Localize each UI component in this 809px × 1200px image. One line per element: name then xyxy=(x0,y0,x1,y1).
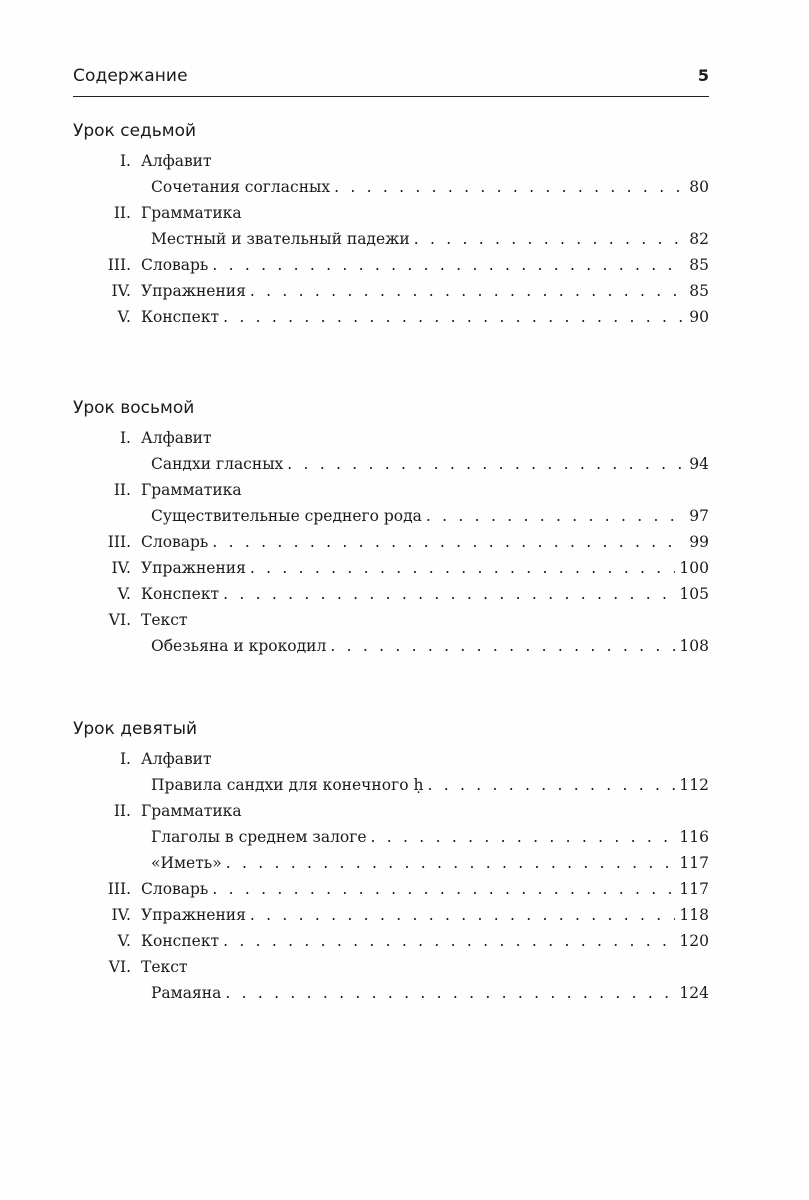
entry-label: Грамматика xyxy=(141,204,242,222)
entry-label: Упражнения xyxy=(141,906,246,924)
lesson-section-9 xyxy=(73,716,709,1006)
entry-label: «Иметь» xyxy=(151,854,222,872)
dot-leader xyxy=(427,772,675,798)
toc-entry xyxy=(73,200,709,226)
entry-page-number: 116 xyxy=(679,828,709,846)
entry-page-number: 90 xyxy=(689,308,709,326)
toc-entry[interactable] xyxy=(73,928,709,954)
header-rule xyxy=(73,96,709,97)
dot-leader xyxy=(371,824,676,850)
entry-label: Словарь xyxy=(141,880,209,898)
toc-entry xyxy=(73,477,709,503)
dot-leader xyxy=(223,581,675,607)
entry-page-number: 120 xyxy=(679,932,709,950)
entry-number: VI. xyxy=(108,611,131,629)
dot-leader xyxy=(225,980,675,1006)
page-number: 5 xyxy=(697,66,709,85)
toc-entry[interactable] xyxy=(73,451,709,477)
entry-page-number: 117 xyxy=(679,854,709,872)
entry-label: Алфавит xyxy=(141,750,212,768)
entry-page-number: 112 xyxy=(679,776,709,794)
entry-page-number: 108 xyxy=(679,637,709,655)
toc-entry[interactable] xyxy=(73,633,709,659)
entry-label: Словарь xyxy=(141,533,209,551)
toc-entry[interactable] xyxy=(73,980,709,1006)
dot-leader xyxy=(287,451,685,477)
dot-leader xyxy=(250,278,685,304)
entry-label: Алфавит xyxy=(141,152,212,170)
toc-entry xyxy=(73,607,709,633)
running-head xyxy=(73,66,709,86)
entry-number: IV. xyxy=(111,559,131,577)
entry-label: Конспект xyxy=(141,308,220,326)
dot-leader xyxy=(426,503,685,529)
entry-label: Грамматика xyxy=(141,802,242,820)
entry-page-number: 82 xyxy=(689,230,709,248)
lesson-title: Урок седьмой xyxy=(73,121,197,141)
toc-entry[interactable] xyxy=(73,529,709,555)
entry-page-number: 118 xyxy=(679,906,709,924)
dot-leader xyxy=(223,304,685,330)
toc-entry[interactable] xyxy=(73,772,709,798)
toc-entry xyxy=(73,148,709,174)
entry-label: Сандхи гласных xyxy=(151,455,284,473)
entry-page-number: 85 xyxy=(689,256,709,274)
entry-number: III. xyxy=(107,256,131,274)
entry-label: Текст xyxy=(141,958,188,976)
entry-number: I. xyxy=(119,429,131,447)
entry-label: Конспект xyxy=(141,585,220,603)
entry-page-number: 105 xyxy=(679,585,709,603)
toc-entry[interactable] xyxy=(73,850,709,876)
toc-entry[interactable] xyxy=(73,555,709,581)
toc-entry[interactable] xyxy=(73,824,709,850)
toc-entry xyxy=(73,954,709,980)
entry-page-number: 94 xyxy=(689,455,709,473)
lesson-section-7 xyxy=(73,118,709,330)
entry-page-number: 99 xyxy=(689,533,709,551)
toc-entry[interactable] xyxy=(73,174,709,200)
dot-leader xyxy=(334,174,685,200)
entry-number: V. xyxy=(117,932,131,950)
entry-label: Словарь xyxy=(141,256,209,274)
entry-number: IV. xyxy=(111,906,131,924)
dot-leader xyxy=(226,850,676,876)
toc-entry xyxy=(73,425,709,451)
entry-label: Упражнения xyxy=(141,282,246,300)
entry-label: Конспект xyxy=(141,932,220,950)
running-head-title: Содержание xyxy=(73,66,188,86)
dot-leader xyxy=(212,252,685,278)
entry-label: Существительные среднего рода xyxy=(151,507,422,525)
dot-leader xyxy=(212,876,675,902)
toc-entry[interactable] xyxy=(73,304,709,330)
entry-page-number: 100 xyxy=(679,559,709,577)
dot-leader xyxy=(250,555,676,581)
entry-number: II. xyxy=(113,204,131,222)
lesson-section-8 xyxy=(73,395,709,659)
toc-entry[interactable] xyxy=(73,252,709,278)
entry-number: II. xyxy=(113,481,131,499)
entry-label: Алфавит xyxy=(141,429,212,447)
dot-leader xyxy=(330,633,675,659)
toc-entry[interactable] xyxy=(73,503,709,529)
entry-number: I. xyxy=(119,750,131,768)
toc-entry xyxy=(73,798,709,824)
entry-label: Местный и звательный падежи xyxy=(151,230,410,248)
toc-entry[interactable] xyxy=(73,876,709,902)
entry-page-number: 124 xyxy=(679,984,709,1002)
toc-entry[interactable] xyxy=(73,902,709,928)
dot-leader xyxy=(212,529,685,555)
entry-number: III. xyxy=(107,880,131,898)
entry-label: Правила сандхи для конечного ḥ xyxy=(151,776,424,794)
entry-label: Текст xyxy=(141,611,188,629)
dot-leader xyxy=(414,226,686,252)
dot-leader xyxy=(250,902,676,928)
entry-label: Сочетания согласных xyxy=(151,178,331,196)
entry-label: Глаголы в среднем залоге xyxy=(151,828,367,846)
entry-page-number: 85 xyxy=(689,282,709,300)
entry-number: III. xyxy=(107,533,131,551)
entry-number: II. xyxy=(113,802,131,820)
entry-number: V. xyxy=(117,308,131,326)
lesson-title: Урок восьмой xyxy=(73,398,195,418)
toc-entry[interactable] xyxy=(73,278,709,304)
dot-leader xyxy=(223,928,675,954)
entry-number: I. xyxy=(119,152,131,170)
entry-number: IV. xyxy=(111,282,131,300)
lesson-title: Урок девятый xyxy=(73,719,198,739)
toc-entry xyxy=(73,746,709,772)
entry-label: Грамматика xyxy=(141,481,242,499)
toc-entry[interactable] xyxy=(73,226,709,252)
entry-label: Рамаяна xyxy=(151,984,222,1002)
toc-entry[interactable] xyxy=(73,581,709,607)
entry-page-number: 117 xyxy=(679,880,709,898)
entry-number: VI. xyxy=(108,958,131,976)
entry-page-number: 80 xyxy=(689,178,709,196)
entry-label: Упражнения xyxy=(141,559,246,577)
entry-label: Обезьяна и крокодил xyxy=(151,637,327,655)
entry-number: V. xyxy=(117,585,131,603)
entry-page-number: 97 xyxy=(689,507,709,525)
